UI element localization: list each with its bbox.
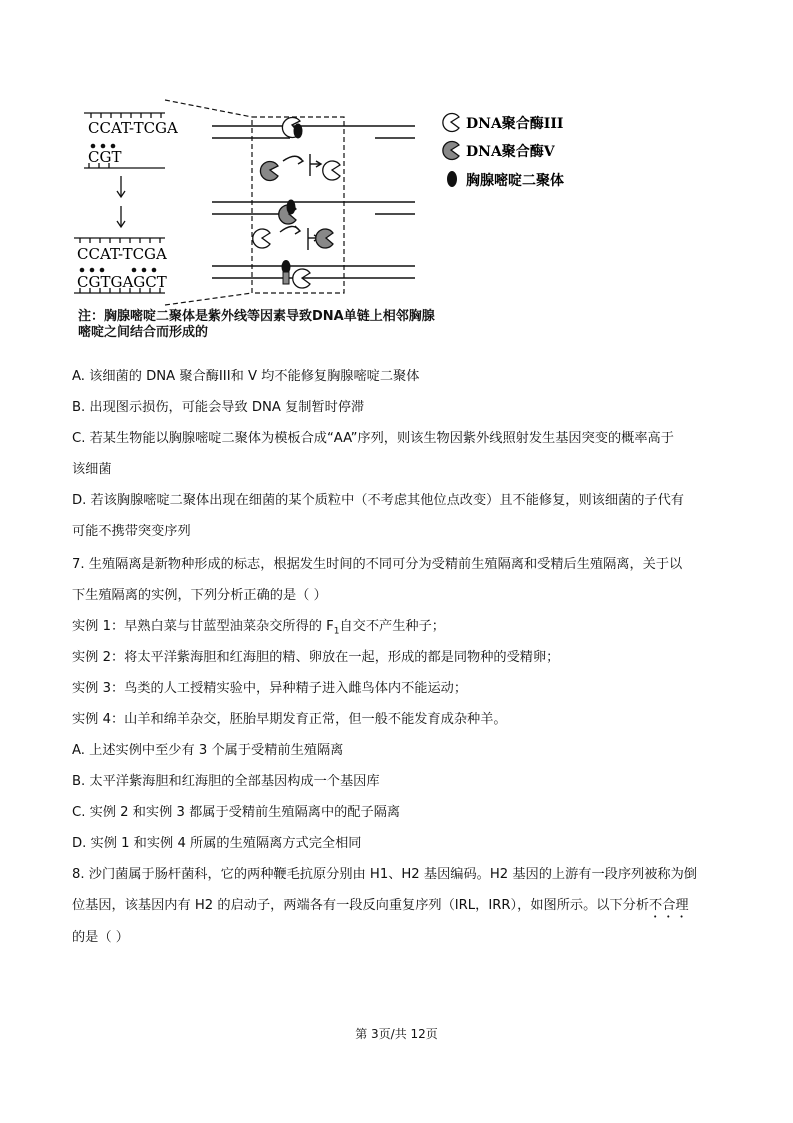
q6-option-b: B. 出现图示损伤，可能会导致 DNA 复制暂时停滞: [72, 400, 365, 415]
legend-label-pol3: DNA聚合酶III: [466, 116, 564, 132]
black-oval-icon: [447, 171, 457, 187]
q7-example-1: [72, 617, 445, 642]
pac-gray-icon: [260, 162, 278, 181]
q8-stem-line2-text: 位基因，该基因内有 H2 的启动子，两端各有一段反向重复序列（IRL，IRR），如图所示。以下分析: [72, 898, 650, 913]
q7-example-1-text: 实例 1：早熟白菜与甘蓝型油菜杂交所得的 F: [72, 619, 334, 634]
q8-stem-line3: 的是（ ）: [72, 930, 129, 945]
q7-example-1-text-end: 自交不产生种子；: [339, 619, 445, 634]
q6-option-c-line2: 该细菌: [72, 462, 112, 477]
q6-option-c-line1: C. 若某生物能以胸腺嘧啶二聚体为模板合成“AA”序列，则该生物因紫外线照射发生基因突变的概率高于: [72, 431, 674, 446]
q7-stem-line1: 7. 生殖隔离是新物种形成的标志，根据发生时间的不同可分为受精前生殖隔离和受精后生殖隔离，关于以: [72, 557, 683, 572]
right-diagram: [212, 126, 415, 278]
q8-stem-line2: [72, 896, 689, 921]
pac-white-icon: [253, 229, 270, 248]
pac-gray-icon: [443, 142, 459, 160]
q8-emphasis: 不合理: [649, 898, 689, 913]
q7-example-2: 实例 2：将太平洋紫海胆和红海胆的精、卵放在一起，形成的都是同物种的受精卵；: [72, 650, 560, 665]
q6-option-d-line2: 可能不携带突变序列: [72, 524, 191, 539]
legend-label-pol5: DNA聚合酶V: [466, 144, 555, 160]
seq-result-bottom: CGTGAGCT: [77, 273, 167, 291]
q7-option-a: A. 上述实例中至少有 3 个属于受精前生殖隔离: [72, 743, 344, 758]
legend: [443, 114, 564, 190]
note-line-2: 嘧啶之间结合而形成的: [78, 325, 209, 340]
pac-white-icon: [443, 114, 459, 132]
q7-option-b: B. 太平洋紫海胆和红海胆的全部基因构成一个基因库: [72, 774, 380, 789]
q8-stem-line1: 8. 沙门菌属于肠杆菌科，它的两种鞭毛抗原分别由 H1、H2 基因编码。H2 基因的上游有一段序列被称为倒: [72, 867, 697, 882]
black-oval-icon: [294, 124, 303, 139]
q7-stem-line2: 下生殖隔离的实例，下列分析正确的是（ ）: [72, 588, 327, 603]
pac-white-icon: [323, 161, 340, 180]
seq-top: CCAT-TCGA: [88, 119, 178, 137]
note-line-1: 注：胸腺嘧啶二聚体是紫外线等因素导致DNA单链上相邻胸腺: [78, 309, 435, 324]
black-oval-icon: [287, 200, 296, 215]
dna-repair-figure: [0, 0, 793, 360]
left-diagram: [74, 113, 165, 293]
seq-result-top: CCAT-TCGA: [77, 245, 167, 263]
q7-option-d: D. 实例 1 和实例 4 所属的生殖隔离方式完全相同: [72, 836, 362, 851]
q6-option-a: A. 该细菌的 DNA 聚合酶III和 V 均不能修复胸腺嘧啶二聚体: [72, 369, 420, 384]
pac-gray-icon: [316, 229, 333, 248]
page-footer: 第 3页/共 12页: [355, 1027, 438, 1041]
legend-label-dimer: 胸腺嘧啶二聚体: [466, 173, 564, 189]
q7-example-4: 实例 4：山羊和绵羊杂交，胚胎早期发育正常，但一般不能发育成杂种羊。: [72, 712, 507, 727]
seq-bottom-short: CGT: [88, 148, 122, 166]
gray-block: [283, 272, 289, 284]
q7-option-c: C. 实例 2 和实例 3 都属于受精前生殖隔离中的配子隔离: [72, 805, 401, 820]
figure-note: [78, 309, 508, 341]
q7-example-3: 实例 3：鸟类的人工授精实验中，异种精子进入雌鸟体内不能运动；: [72, 681, 468, 696]
bond-dots-bottom: [80, 268, 157, 273]
q6-option-d-line1: D. 若该胸腺嘧啶二聚体出现在细菌的某个质粒中（不考虑其他位点改变）且不能修复，则该细菌的子代有: [72, 493, 684, 508]
q7-example-1-sub: 1: [333, 626, 340, 637]
